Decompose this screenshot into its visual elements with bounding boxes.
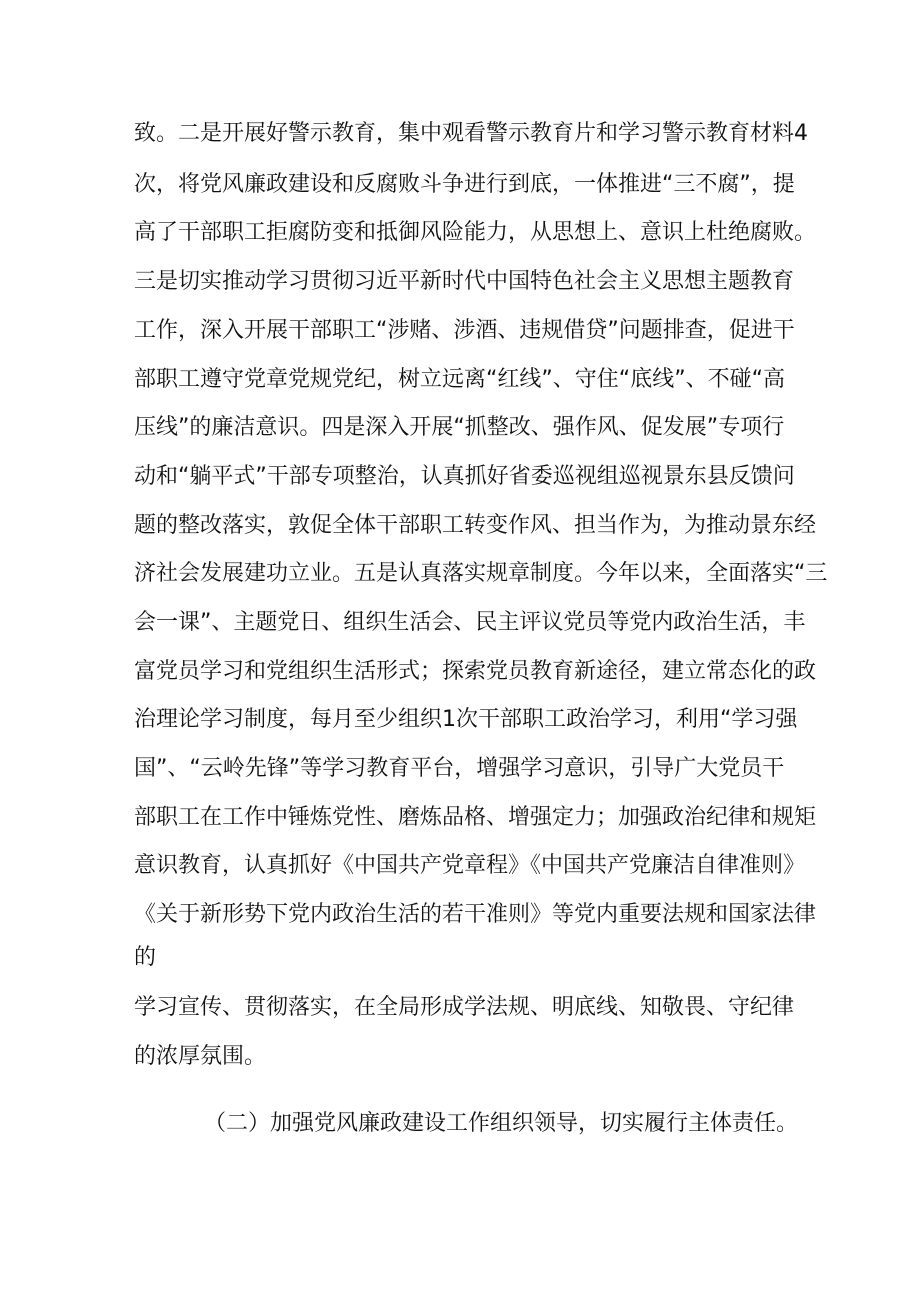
- body-text-line: 压线”的廉洁意识。四是深入开展“抓整改、强作风、促发展”专项行: [134, 415, 785, 440]
- body-text-line: 三是切实推动学习贯彻习近平新时代中国特色社会主义思想主题教育: [134, 269, 795, 294]
- body-text-line: 会一课”、主题党日、组织生活会、民主评议党员等党内政治生活，丰: [134, 610, 806, 635]
- body-text-line: 国”、“云岭先锋”等学习教育平台，增强学习意识，引导广大党员干: [134, 756, 785, 781]
- body-text-line: 次，将党风廉政建设和反腐败斗争进行到底，一体推进“三不腐”，提: [134, 172, 795, 197]
- body-text-line: 学习宣传、贯彻落实，在全局形成学法规、明底线、知敬畏、守纪律: [134, 995, 795, 1020]
- body-text-line: 工作，深入开展干部职工“涉赌、涉酒、违规借贷”问题排查，促进干: [134, 318, 795, 343]
- body-text-line: 部职工遵守党章党规党纪，树立远离“红线”、守住“底线”、不碰“高: [134, 367, 785, 392]
- body-text-line: 意识教育，认真抓好《中国共产党章程》《中国共产党廉洁自律准则》: [134, 853, 806, 878]
- body-text-line: 部职工在工作中锤炼党性、磨炼品格、增强定力；加强政治纪律和规矩: [134, 805, 817, 830]
- body-text-line: 动和“躺平式”干部专项整治，认真抓好省委巡视组巡视景东县反馈问: [134, 464, 795, 489]
- body-text-line: 富党员学习和党组织生活形式；探索党员教育新途径，建立常态化的政: [134, 659, 817, 684]
- body-text-line: 题的整改落实，敦促全体干部职工转变作风、担当作为，为推动景东经: [134, 513, 817, 538]
- body-text-line: 的: [134, 945, 157, 970]
- body-text-line: 济社会发展建功立业。五是认真落实规章制度。今年以来，全面落实“三: [134, 561, 828, 586]
- section-heading: （二）加强党风廉政建设工作组织领导，切实履行主体责任。: [204, 1111, 799, 1136]
- body-text-line: 的浓厚氛围。: [134, 1044, 267, 1069]
- body-text-line: 致。二是开展好警示教育，集中观看警示教育片和学习警示教育材料4: [134, 121, 808, 146]
- body-text-line: 治理论学习制度，每月至少组织1次干部职工政治学习，利用“学习强: [134, 707, 798, 732]
- body-text-line: 《关于新形势下党内政治生活的若干准则》等党内重要法规和国家法律: [134, 902, 817, 927]
- body-text-line: 高了干部职工拒腐防变和抵御风险能力，从思想上、意识上杜绝腐败。: [134, 220, 817, 245]
